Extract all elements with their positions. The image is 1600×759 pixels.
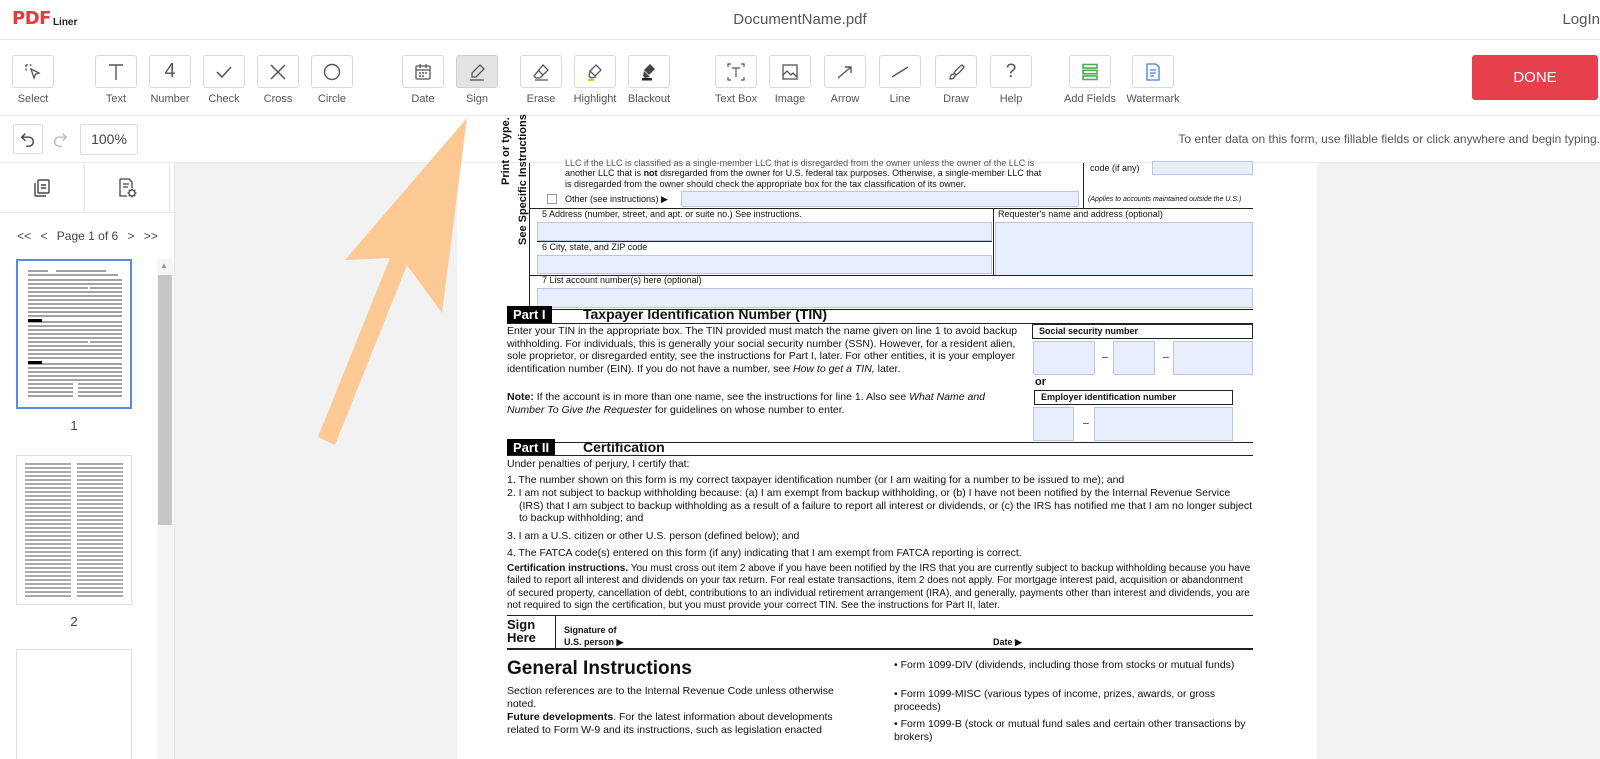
tool-help[interactable] <box>981 55 1041 105</box>
blackout-icon <box>628 55 670 88</box>
brush-icon <box>935 55 977 88</box>
tool-label: Draw <box>943 93 969 105</box>
arrow-icon <box>824 55 866 88</box>
ssn-label-box: Social security number <box>1032 324 1253 339</box>
secondary-bar <box>0 116 1600 163</box>
tool-image[interactable] <box>760 55 820 105</box>
image-icon <box>769 55 811 88</box>
number-icon <box>149 55 191 88</box>
tool-label: Image <box>774 93 806 105</box>
cert-item-1: 1. The number shown on this form is my correct taxpayer identification number (or I am waiting for a number to be issued to me); and <box>507 474 1125 486</box>
sign-here-label: Sign Here <box>507 617 536 645</box>
tool-cross[interactable] <box>248 55 308 105</box>
ein-dash: – <box>1083 417 1089 429</box>
tool-arrow[interactable] <box>815 55 875 105</box>
thumbnail-preview <box>17 456 131 604</box>
ssn-field-2[interactable] <box>1113 341 1155 375</box>
tool-check[interactable] <box>194 55 254 105</box>
tool-label: Date <box>411 93 435 105</box>
tool-text[interactable] <box>86 55 146 105</box>
perjury-text: Under penalties of perjury, I certify that: <box>507 458 690 470</box>
tool-label: Text <box>105 93 127 105</box>
textbox-icon <box>715 55 757 88</box>
tool-date[interactable] <box>393 55 453 105</box>
tool-number[interactable] <box>140 55 200 105</box>
tool-label: Highlight <box>573 93 617 105</box>
line5-label: 5 Address (number, street, and apt. or suite no.) See instructions. <box>542 209 802 219</box>
tool-label: Erase <box>526 93 556 105</box>
tool-blackout[interactable] <box>619 55 679 105</box>
gi-bullet-2: • Form 1099-MISC (various types of income, prizes, awards, or gross proceeds) <box>894 688 1216 713</box>
cert-item-4: 4. The FATCA code(s) entered on this form (if any) indicating that I am exempt from FATCA reporting is correct. <box>507 547 1022 559</box>
tool-select[interactable] <box>3 55 63 105</box>
scroll-up-icon[interactable]: ▲ <box>160 261 168 270</box>
watermark-icon <box>1132 55 1174 88</box>
toolbar <box>0 40 1600 116</box>
general-instructions-title: General Instructions <box>507 658 692 679</box>
tool-circle[interactable] <box>302 55 362 105</box>
highlighter-icon <box>574 55 616 88</box>
gi-paragraph-1: Section references are to the Internal Revenue Code unless otherwise noted. <box>507 685 834 710</box>
cert-instructions: Certification instructions. You must cross out item 2 above if you have been notified by the IRS that you are currently subject to backup withholding because you have failed to report all interest and dividends on your tax return. For real estate transactions, item 2 does not apply. For mortgage interest paid, acquisition or abandonment of secured property, cancellation of debt, contributions to an individual retirement arrangement (IRA), and generally, payments other than interest and dividends, you are not required to sign the certification, but you must provide your correct TIN. See the instructions for Part II, later. <box>507 563 1251 611</box>
part2-tag: Part II <box>507 439 555 456</box>
redo-icon <box>51 130 69 148</box>
other-checkbox[interactable] <box>547 194 557 204</box>
logo-sub-text: Liner <box>52 17 78 28</box>
undo-icon <box>19 130 37 148</box>
tool-label: Circle <box>317 93 347 105</box>
redo-button[interactable] <box>45 124 75 154</box>
other-field[interactable] <box>681 191 1079 207</box>
llc-text-3: is disregarded from the owner should check the appropriate box for the tax classification of its owner. <box>565 179 966 189</box>
tab-pages[interactable] <box>0 163 85 213</box>
tool-label: Watermark <box>1126 93 1180 105</box>
tool-text-box[interactable] <box>706 55 766 105</box>
typing-hint: To enter data on this form, use fillable fields or click anywhere and begin typing. <box>1178 132 1600 146</box>
llc-text-2: another LLC that is not disregarded from the owner for U.S. federal tax purposes. Otherwise, a single-member LLC that <box>565 168 1042 178</box>
add-fields-icon <box>1069 55 1111 88</box>
requester-field[interactable] <box>995 222 1253 276</box>
cursor-icon <box>12 55 54 88</box>
login-link[interactable]: LogIn <box>1562 11 1600 28</box>
circle-icon <box>311 55 353 88</box>
tool-draw[interactable] <box>926 55 986 105</box>
zoom-level[interactable]: 100% <box>80 124 138 155</box>
tool-highlight[interactable] <box>565 55 625 105</box>
tab-page-settings[interactable] <box>85 163 170 213</box>
undo-button[interactable] <box>13 124 43 154</box>
pages-sidebar <box>0 163 175 759</box>
ssn-dash: – <box>1102 351 1108 363</box>
part2-title: Certification <box>583 439 665 455</box>
date-label: Date ▶ <box>993 637 1022 647</box>
tool-add-fields[interactable] <box>1060 55 1120 105</box>
signature-label: Signature of U.S. person ▶ <box>564 625 624 647</box>
side-label-instructions: See Specific Instructions <box>517 114 529 245</box>
page-indicator: Page 1 of 6 <box>56 229 119 243</box>
page-thumbnail[interactable] <box>16 259 132 409</box>
gi-bullet-1: • Form 1099-DIV (dividends, including those from stocks or mutual funds) <box>894 659 1235 671</box>
tool-label: Sign <box>465 93 489 105</box>
tool-sign[interactable] <box>447 55 507 105</box>
llc-text-1: LLC if the LLC is classified as a single-member LLC that is disregarded from the owner unless the owner of the LLC is <box>565 158 1035 168</box>
ssn-field-1[interactable] <box>1033 341 1095 375</box>
part1-title: Taxpayer Identification Number (TIN) <box>583 306 827 322</box>
sidebar-scroll-thumb[interactable] <box>158 275 172 525</box>
text-icon <box>95 55 137 88</box>
line7-label: 7 List account number(s) here (optional) <box>542 275 702 285</box>
first-page-button[interactable]: << <box>17 229 32 243</box>
or-label: or <box>1035 376 1046 388</box>
gi-paragraph-2: Future developments. For the latest information about developments related to Form W-9 and its instructions, such as legislation enacted <box>507 711 833 736</box>
cross-icon <box>257 55 299 88</box>
document-name[interactable]: DocumentName.pdf <box>733 11 867 28</box>
prev-page-button[interactable]: < <box>40 229 48 243</box>
applies-note: (Applies to accounts maintained outside the U.S.) <box>1088 196 1242 203</box>
eraser-icon <box>520 55 562 88</box>
calendar-icon <box>402 55 444 88</box>
cert-item-3: 3. I am a U.S. citizen or other U.S. person (defined below); and <box>507 530 800 542</box>
tool-label: Help <box>999 93 1023 105</box>
page-thumbnail[interactable] <box>16 455 132 605</box>
address-field[interactable] <box>537 222 992 241</box>
tool-label: Number <box>150 93 190 105</box>
question-icon: ? <box>990 55 1032 88</box>
tool-label: Text Box <box>714 93 758 105</box>
ein-label-box: Employer identification number <box>1034 390 1233 405</box>
sidebar-tabs <box>0 163 175 213</box>
ein-field-2[interactable] <box>1094 407 1233 441</box>
last-page-button[interactable]: >> <box>143 229 158 243</box>
tool-label: Select <box>17 93 49 105</box>
document-page[interactable] <box>457 114 1317 759</box>
done-button[interactable]: DONE <box>1472 55 1598 100</box>
tool-line[interactable] <box>870 55 930 105</box>
ssn-dash: – <box>1163 351 1169 363</box>
check-icon <box>203 55 245 88</box>
line-icon <box>879 55 921 88</box>
thumbnail-number: 2 <box>70 614 78 629</box>
code-label: code (if any) <box>1090 163 1140 173</box>
page-thumbnail[interactable] <box>16 649 132 759</box>
tool-watermark[interactable] <box>1123 55 1183 105</box>
tool-label: Add Fields <box>1064 93 1116 105</box>
page-settings-icon <box>115 176 139 200</box>
tool-label: Arrow <box>830 93 860 105</box>
side-label-print: Print or type. <box>500 117 512 185</box>
thumbnail-number: 1 <box>70 418 78 433</box>
cert-item-2: 2. I am not subject to backup withholding because: (a) I am exempt from backup withholding, or (b) I have not been notified by the Internal Revenue Service (IRS) that I am subject to backup withholding as a result of a failure to report all interest or dividends, or (c) the IRS has notified me that I am no longer subject to backup withholding; and <box>507 487 1253 525</box>
pen-icon <box>456 55 498 88</box>
tool-label: Check <box>208 93 240 105</box>
gi-bullet-3: • Form 1099-B (stock or mutual fund sales and certain other transactions by brokers) <box>894 718 1246 743</box>
ein-field-1[interactable] <box>1033 407 1074 441</box>
account-number-field[interactable] <box>537 288 1253 308</box>
part1-note: Note: If the account is in more than one name, see the instructions for line 1. Also see What Name and Number To Give the Requester for guidelines on whose number to enter. <box>507 391 986 416</box>
part1-paragraph: Enter your TIN in the appropriate box. The TIN provided must match the name given on line 1 to avoid backup withholding. For individuals, this is generally your social security number (SSN). However, for a resident alien, sole proprietor, or disregarded entity, see the instructions for Part I, later. For other entities, it is your employer identification number (EIN). If you do not have a number, see How to get a TIN, later. <box>507 325 1018 375</box>
tool-label: Line <box>889 93 911 105</box>
exemption-code-field[interactable] <box>1152 161 1253 175</box>
page-pager <box>0 229 175 243</box>
line6-label: 6 City, state, and ZIP code <box>542 242 648 252</box>
ssn-field-3[interactable] <box>1173 341 1253 375</box>
city-field[interactable] <box>537 255 992 274</box>
top-bar <box>0 0 1600 40</box>
next-page-button[interactable]: > <box>127 229 135 243</box>
logo-main-text: PDF <box>12 8 51 29</box>
other-label: Other (see instructions) ▶ <box>565 194 668 204</box>
requester-label: Requester's name and address (optional) <box>998 209 1163 219</box>
pages-icon <box>31 177 53 199</box>
thumbnail-preview <box>18 261 130 407</box>
tool-label: Blackout <box>627 93 671 105</box>
tool-label: Cross <box>263 93 293 105</box>
part1-tag: Part I <box>507 306 552 323</box>
number-glyph: 4 <box>164 60 176 82</box>
tool-erase[interactable] <box>511 55 571 105</box>
